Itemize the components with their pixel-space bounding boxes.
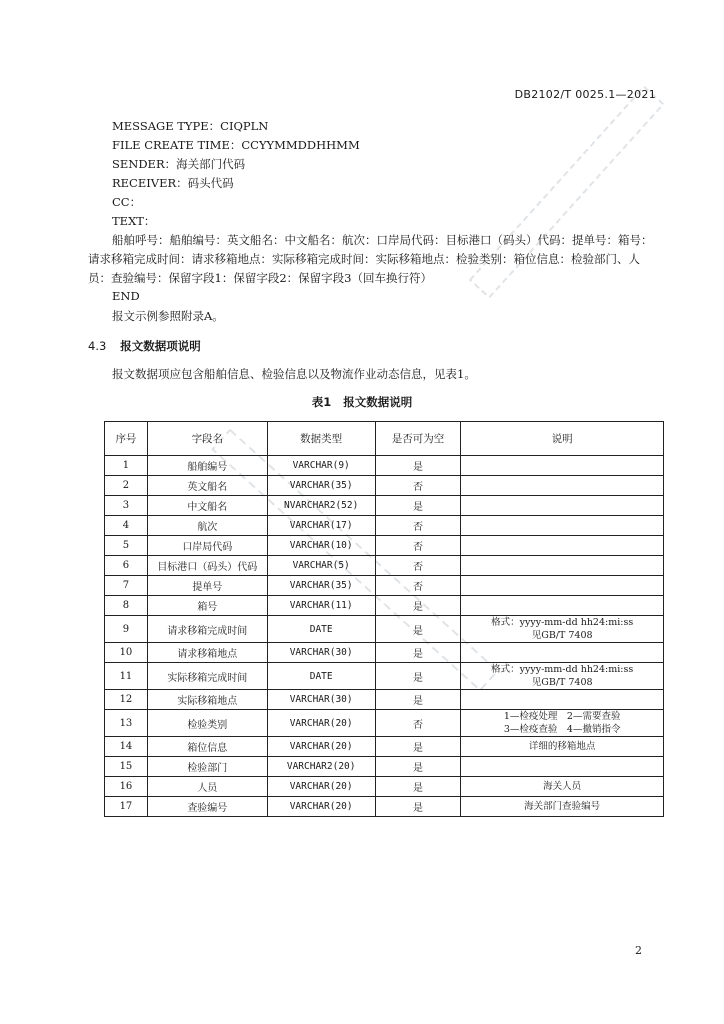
table-title: 报文数据说明	[343, 395, 413, 409]
data-type-cell: VARCHAR(30)	[267, 643, 375, 663]
table-row	[105, 737, 664, 757]
field-name-cell: 口岸局代码	[147, 536, 267, 556]
data-type-cell: VARCHAR(11)	[267, 596, 375, 616]
table-row	[105, 556, 664, 576]
table-row	[105, 476, 664, 496]
column-header: 数据类型	[267, 422, 375, 456]
table-row	[105, 797, 664, 817]
description-cell	[461, 777, 664, 797]
field-name-cell: 检验类别	[147, 710, 267, 737]
description-cell	[461, 663, 664, 690]
nullable-cell: 否	[375, 556, 461, 576]
data-type-cell: VARCHAR(20)	[267, 710, 375, 737]
message-text-paragraph: 船舶呼号：船舶编号：英文船名：中文船名：航次：口岸局代码：目标港口（码头）代码：提单号：箱号：请求移箱完成时间：请求移箱地点：实际移箱完成时间：实际移箱地点：检验类别：箱位信息：检验部门、人员：查验编号：保留字段1：保留字段2：保留字段3（回车换行符）	[88, 233, 653, 285]
description-line: 见GB/T 7408	[531, 630, 593, 641]
table-row	[105, 777, 664, 797]
data-type-cell: VARCHAR(20)	[267, 777, 375, 797]
table-row	[105, 456, 664, 476]
data-type-cell: VARCHAR(20)	[267, 737, 375, 757]
nullable-cell: 是	[375, 616, 461, 643]
column-header: 字段名	[147, 422, 267, 456]
row-number-cell: 3	[105, 496, 148, 516]
table-row	[105, 643, 664, 663]
table-row	[105, 576, 664, 596]
description-cell	[461, 576, 664, 596]
message-text-body	[88, 231, 660, 288]
description-line: 3—检疫查验 4—撤销指令	[503, 724, 621, 735]
description-line: 格式：yyyy-mm-dd hh24:mi:ss	[491, 664, 634, 675]
row-number-cell: 10	[105, 643, 148, 663]
description-cell	[461, 797, 664, 817]
row-number-cell: 16	[105, 777, 148, 797]
field-name-cell: 检验部门	[147, 757, 267, 777]
row-number-cell: 15	[105, 757, 148, 777]
message-line: SENDER：海关部门代码	[112, 157, 246, 171]
description-cell	[461, 516, 664, 536]
description-cell	[461, 690, 664, 710]
row-number-cell: 9	[105, 616, 148, 643]
row-number-cell: 4	[105, 516, 148, 536]
field-name-cell: 提单号	[147, 576, 267, 596]
description-cell	[461, 496, 664, 516]
table-row	[105, 596, 664, 616]
description-line: 格式：yyyy-mm-dd hh24:mi:ss	[491, 617, 634, 628]
row-number-cell: 14	[105, 737, 148, 757]
data-type-cell: VARCHAR(17)	[267, 516, 375, 536]
description-line: 海关部门查验编号	[524, 801, 601, 812]
description-cell	[461, 616, 664, 643]
page-number: 2	[635, 944, 642, 957]
nullable-cell: 是	[375, 496, 461, 516]
field-name-cell: 箱号	[147, 596, 267, 616]
nullable-cell: 否	[375, 476, 461, 496]
section-number: 4.3	[88, 339, 107, 353]
row-number-cell: 5	[105, 536, 148, 556]
nullable-cell: 否	[375, 576, 461, 596]
field-name-cell: 实际移箱地点	[147, 690, 267, 710]
table-header-row	[105, 422, 664, 456]
field-name-cell: 目标港口（码头）代码	[147, 556, 267, 576]
table-row	[105, 663, 664, 690]
appendix-reference: 报文示例参照附录A。	[112, 309, 224, 323]
nullable-cell: 是	[375, 663, 461, 690]
description-cell	[461, 710, 664, 737]
table-row	[105, 710, 664, 737]
nullable-cell: 是	[375, 643, 461, 663]
field-name-cell: 航次	[147, 516, 267, 536]
data-type-cell: VARCHAR(35)	[267, 476, 375, 496]
data-type-cell: DATE	[267, 663, 375, 690]
data-type-cell: VARCHAR(9)	[267, 456, 375, 476]
nullable-cell: 否	[375, 516, 461, 536]
message-line: MESSAGE TYPE：CIQPLN	[112, 119, 269, 133]
data-type-cell: NVARCHAR2(52)	[267, 496, 375, 516]
table-row	[105, 496, 664, 516]
row-number-cell: 2	[105, 476, 148, 496]
message-header-block	[112, 117, 672, 231]
field-name-cell: 船舶编号	[147, 456, 267, 476]
description-cell	[461, 757, 664, 777]
message-line: TEXT：	[112, 214, 156, 228]
description-line: 见GB/T 7408	[531, 677, 593, 688]
message-line: FILE CREATE TIME：CCYYMMDDHHMM	[112, 138, 360, 152]
nullable-cell: 是	[375, 737, 461, 757]
field-name-cell: 查验编号	[147, 797, 267, 817]
field-name-cell: 请求移箱地点	[147, 643, 267, 663]
field-name-cell: 中文船名	[147, 496, 267, 516]
description-cell	[461, 476, 664, 496]
data-type-cell: VARCHAR(10)	[267, 536, 375, 556]
row-number-cell: 6	[105, 556, 148, 576]
document-code: DB2102/T 0025.1—2021	[514, 88, 656, 101]
field-name-cell: 箱位信息	[147, 737, 267, 757]
field-name-cell: 人员	[147, 777, 267, 797]
nullable-cell: 是	[375, 596, 461, 616]
message-line: CC：	[112, 195, 142, 209]
nullable-cell: 是	[375, 690, 461, 710]
message-end: END	[112, 289, 140, 303]
message-line: RECEIVER：码头代码	[112, 176, 234, 190]
description-cell	[461, 737, 664, 757]
data-type-cell: VARCHAR(35)	[267, 576, 375, 596]
table-number: 表1	[311, 395, 332, 409]
row-number-cell: 11	[105, 663, 148, 690]
table-row	[105, 690, 664, 710]
description-line: 海关人员	[543, 781, 582, 792]
nullable-cell: 是	[375, 797, 461, 817]
data-type-cell: VARCHAR2(20)	[267, 757, 375, 777]
data-table	[104, 421, 664, 817]
row-number-cell: 13	[105, 710, 148, 737]
description-cell	[461, 456, 664, 476]
table-row	[105, 516, 664, 536]
field-name-cell: 实际移箱完成时间	[147, 663, 267, 690]
section-intro: 报文数据项应包含船舶信息、检验信息以及物流作业动态信息，见表1。	[112, 367, 476, 381]
table-row	[105, 616, 664, 643]
table-caption	[0, 394, 724, 410]
table-row	[105, 757, 664, 777]
row-number-cell: 7	[105, 576, 148, 596]
nullable-cell: 否	[375, 536, 461, 556]
data-type-cell: DATE	[267, 616, 375, 643]
field-name-cell: 请求移箱完成时间	[147, 616, 267, 643]
data-type-cell: VARCHAR(30)	[267, 690, 375, 710]
nullable-cell: 否	[375, 710, 461, 737]
description-line: 详细的移箱地点	[528, 741, 596, 752]
nullable-cell: 是	[375, 456, 461, 476]
description-cell	[461, 596, 664, 616]
row-number-cell: 17	[105, 797, 148, 817]
row-number-cell: 12	[105, 690, 148, 710]
description-cell	[461, 536, 664, 556]
description-line: 1—检疫处理 2—需要查验	[503, 711, 621, 722]
column-header: 说明	[461, 422, 664, 456]
data-type-cell: VARCHAR(5)	[267, 556, 375, 576]
nullable-cell: 是	[375, 777, 461, 797]
field-name-cell: 英文船名	[147, 476, 267, 496]
nullable-cell: 是	[375, 757, 461, 777]
section-title: 报文数据项说明	[120, 339, 201, 353]
row-number-cell: 8	[105, 596, 148, 616]
section-heading	[88, 338, 201, 354]
table-row	[105, 536, 664, 556]
description-cell	[461, 556, 664, 576]
column-header: 是否可为空	[375, 422, 461, 456]
data-type-cell: VARCHAR(20)	[267, 797, 375, 817]
row-number-cell: 1	[105, 456, 148, 476]
column-header: 序号	[105, 422, 148, 456]
description-cell	[461, 643, 664, 663]
